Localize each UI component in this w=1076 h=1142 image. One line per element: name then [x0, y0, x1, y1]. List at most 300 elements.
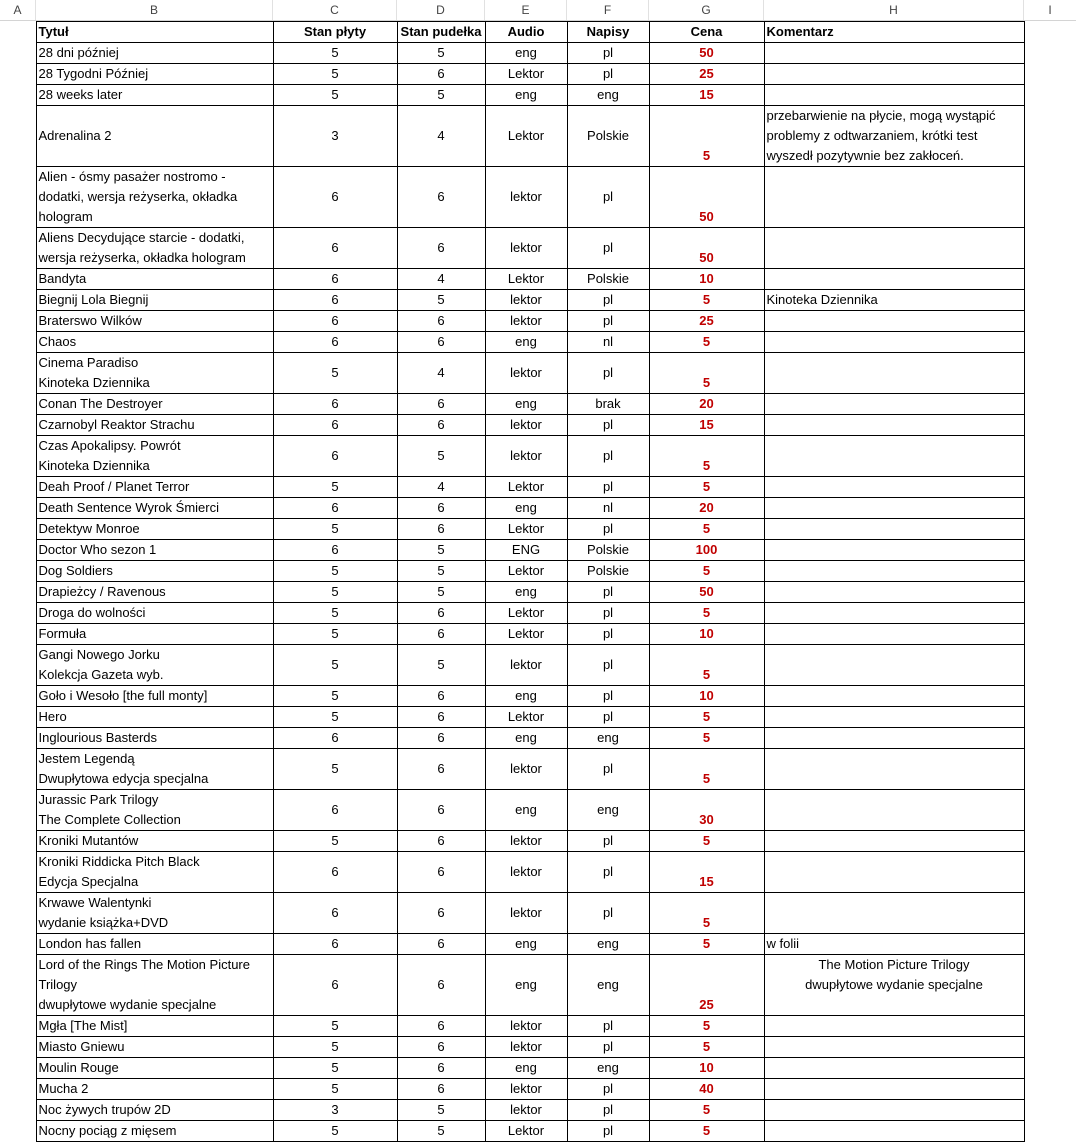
comment-cell[interactable] — [764, 852, 1024, 893]
disc-condition-cell[interactable]: 5 — [273, 1037, 397, 1058]
audio-cell[interactable]: eng — [485, 790, 567, 831]
subtitles-cell[interactable]: pl — [567, 603, 649, 624]
box-condition-cell[interactable]: 5 — [397, 1100, 485, 1121]
cell[interactable] — [0, 85, 36, 106]
cell[interactable] — [0, 1037, 36, 1058]
audio-cell[interactable]: lektor — [485, 353, 567, 394]
audio-cell[interactable]: Lektor — [485, 603, 567, 624]
audio-cell[interactable]: eng — [485, 85, 567, 106]
column-header-d[interactable]: D — [397, 0, 485, 20]
cell[interactable] — [0, 394, 36, 415]
subtitles-cell[interactable]: eng — [567, 955, 649, 1016]
audio-cell[interactable]: lektor — [485, 893, 567, 934]
price-cell[interactable]: 10 — [649, 269, 764, 290]
audio-cell[interactable]: eng — [485, 955, 567, 1016]
subtitles-cell[interactable]: pl — [567, 167, 649, 228]
cell[interactable] — [0, 1016, 36, 1037]
cell[interactable] — [1024, 477, 1076, 498]
audio-cell[interactable]: eng — [485, 1058, 567, 1079]
title-cell[interactable]: Aliens Decydujące starcie - dodatki, wersja reżyserka, okładka hologram — [36, 228, 273, 269]
cell[interactable] — [1024, 394, 1076, 415]
title-cell[interactable]: Czarnobyl Reaktor Strachu — [36, 415, 273, 436]
cell[interactable] — [1024, 1079, 1076, 1100]
disc-condition-cell[interactable]: 6 — [273, 540, 397, 561]
cell[interactable] — [1024, 707, 1076, 728]
cell[interactable] — [0, 1121, 36, 1142]
cell[interactable] — [1024, 540, 1076, 561]
comment-cell[interactable] — [764, 1121, 1024, 1142]
subtitles-cell[interactable]: nl — [567, 332, 649, 353]
column-header-f[interactable]: F — [567, 0, 649, 20]
title-cell[interactable]: Alien - ósmy pasażer nostromo - dodatki, wersja reżyserka, okładka hologram — [36, 167, 273, 228]
subtitles-cell[interactable]: pl — [567, 43, 649, 64]
comment-cell[interactable] — [764, 436, 1024, 477]
price-cell[interactable]: 10 — [649, 686, 764, 707]
price-cell[interactable]: 5 — [649, 106, 764, 167]
cell[interactable] — [0, 540, 36, 561]
cell[interactable] — [0, 436, 36, 477]
title-cell[interactable]: London has fallen — [36, 934, 273, 955]
comment-cell[interactable] — [764, 1100, 1024, 1121]
audio-cell[interactable]: lektor — [485, 1100, 567, 1121]
price-cell[interactable]: 100 — [649, 540, 764, 561]
header-audio-cell[interactable]: Audio — [485, 22, 567, 43]
price-cell[interactable]: 5 — [649, 1121, 764, 1142]
box-condition-cell[interactable]: 6 — [397, 1037, 485, 1058]
audio-cell[interactable]: lektor — [485, 1037, 567, 1058]
subtitles-cell[interactable]: pl — [567, 831, 649, 852]
price-cell[interactable]: 10 — [649, 1058, 764, 1079]
box-condition-cell[interactable]: 6 — [397, 1016, 485, 1037]
cell[interactable] — [0, 228, 36, 269]
cell[interactable] — [0, 686, 36, 707]
cell[interactable] — [1024, 624, 1076, 645]
disc-condition-cell[interactable]: 5 — [273, 353, 397, 394]
subtitles-cell[interactable]: Polskie — [567, 106, 649, 167]
subtitles-cell[interactable]: eng — [567, 728, 649, 749]
disc-condition-cell[interactable]: 5 — [273, 477, 397, 498]
comment-cell[interactable] — [764, 85, 1024, 106]
title-cell[interactable]: 28 dni później — [36, 43, 273, 64]
comment-cell[interactable] — [764, 498, 1024, 519]
price-cell[interactable]: 5 — [649, 893, 764, 934]
title-cell[interactable]: Jestem Legendą Dwupłytowa edycja specjalna — [36, 749, 273, 790]
cell[interactable] — [1024, 269, 1076, 290]
comment-cell[interactable] — [764, 332, 1024, 353]
comment-cell[interactable] — [764, 353, 1024, 394]
comment-cell[interactable] — [764, 645, 1024, 686]
audio-cell[interactable]: Lektor — [485, 106, 567, 167]
disc-condition-cell[interactable]: 6 — [273, 167, 397, 228]
title-cell[interactable]: Mucha 2 — [36, 1079, 273, 1100]
price-cell[interactable]: 5 — [649, 519, 764, 540]
box-condition-cell[interactable]: 6 — [397, 498, 485, 519]
cell[interactable] — [0, 1058, 36, 1079]
subtitles-cell[interactable]: pl — [567, 311, 649, 332]
audio-cell[interactable]: Lektor — [485, 269, 567, 290]
cell[interactable] — [0, 353, 36, 394]
cell[interactable] — [0, 707, 36, 728]
cell[interactable] — [1024, 290, 1076, 311]
title-cell[interactable]: Adrenalina 2 — [36, 106, 273, 167]
subtitles-cell[interactable]: pl — [567, 1121, 649, 1142]
price-cell[interactable]: 20 — [649, 498, 764, 519]
cell[interactable] — [0, 603, 36, 624]
cell[interactable] — [1024, 436, 1076, 477]
comment-cell[interactable] — [764, 228, 1024, 269]
disc-condition-cell[interactable]: 5 — [273, 624, 397, 645]
audio-cell[interactable]: Lektor — [485, 477, 567, 498]
box-condition-cell[interactable]: 6 — [397, 749, 485, 790]
box-condition-cell[interactable]: 5 — [397, 582, 485, 603]
subtitles-cell[interactable]: brak — [567, 394, 649, 415]
cell[interactable] — [0, 934, 36, 955]
disc-condition-cell[interactable]: 5 — [273, 85, 397, 106]
cell[interactable] — [1024, 22, 1076, 43]
comment-cell[interactable] — [764, 707, 1024, 728]
disc-condition-cell[interactable]: 6 — [273, 852, 397, 893]
cell[interactable] — [1024, 686, 1076, 707]
cell[interactable] — [0, 645, 36, 686]
column-header-h[interactable]: H — [764, 0, 1024, 20]
audio-cell[interactable]: eng — [485, 43, 567, 64]
title-cell[interactable]: Bandyta — [36, 269, 273, 290]
audio-cell[interactable]: eng — [485, 728, 567, 749]
cell[interactable] — [0, 332, 36, 353]
cell[interactable] — [1024, 645, 1076, 686]
title-cell[interactable]: Czas Apokalipsy. Powrót Kinoteka Dziennika — [36, 436, 273, 477]
cell[interactable] — [1024, 415, 1076, 436]
disc-condition-cell[interactable]: 6 — [273, 934, 397, 955]
comment-cell[interactable] — [764, 415, 1024, 436]
cell[interactable] — [1024, 167, 1076, 228]
cell[interactable] — [1024, 561, 1076, 582]
comment-cell[interactable] — [764, 893, 1024, 934]
box-condition-cell[interactable]: 6 — [397, 728, 485, 749]
cell[interactable] — [0, 106, 36, 167]
comment-cell[interactable] — [764, 1058, 1024, 1079]
cell[interactable] — [0, 790, 36, 831]
subtitles-cell[interactable]: eng — [567, 934, 649, 955]
disc-condition-cell[interactable]: 3 — [273, 106, 397, 167]
comment-cell[interactable] — [764, 624, 1024, 645]
title-cell[interactable]: 28 Tygodni Później — [36, 64, 273, 85]
disc-condition-cell[interactable]: 5 — [273, 686, 397, 707]
comment-cell[interactable] — [764, 790, 1024, 831]
audio-cell[interactable]: lektor — [485, 228, 567, 269]
header-subs-cell[interactable]: Napisy — [567, 22, 649, 43]
box-condition-cell[interactable]: 5 — [397, 1121, 485, 1142]
title-cell[interactable]: Drapieżcy / Ravenous — [36, 582, 273, 603]
box-condition-cell[interactable]: 6 — [397, 519, 485, 540]
disc-condition-cell[interactable]: 5 — [273, 561, 397, 582]
cell[interactable] — [1024, 43, 1076, 64]
cell[interactable] — [1024, 353, 1076, 394]
comment-cell[interactable] — [764, 477, 1024, 498]
price-cell[interactable]: 5 — [649, 831, 764, 852]
cell[interactable] — [0, 1079, 36, 1100]
price-cell[interactable]: 5 — [649, 934, 764, 955]
title-cell[interactable]: Inglourious Basterds — [36, 728, 273, 749]
comment-cell[interactable] — [764, 167, 1024, 228]
price-cell[interactable]: 5 — [649, 1016, 764, 1037]
cell[interactable] — [0, 477, 36, 498]
cell[interactable] — [0, 415, 36, 436]
title-cell[interactable]: Braterswo Wilków — [36, 311, 273, 332]
audio-cell[interactable]: lektor — [485, 831, 567, 852]
disc-condition-cell[interactable]: 5 — [273, 1016, 397, 1037]
title-cell[interactable]: Miasto Gniewu — [36, 1037, 273, 1058]
column-header-b[interactable]: B — [36, 0, 273, 20]
audio-cell[interactable]: lektor — [485, 167, 567, 228]
comment-cell[interactable] — [764, 311, 1024, 332]
title-cell[interactable]: Dog Soldiers — [36, 561, 273, 582]
disc-condition-cell[interactable]: 5 — [273, 1079, 397, 1100]
subtitles-cell[interactable]: pl — [567, 477, 649, 498]
disc-condition-cell[interactable]: 3 — [273, 1100, 397, 1121]
disc-condition-cell[interactable]: 5 — [273, 43, 397, 64]
box-condition-cell[interactable]: 6 — [397, 852, 485, 893]
comment-cell[interactable] — [764, 1079, 1024, 1100]
subtitles-cell[interactable]: pl — [567, 1037, 649, 1058]
title-cell[interactable]: Lord of the Rings The Motion Picture Trilogy dwupłytowe wydanie specjalne — [36, 955, 273, 1016]
audio-cell[interactable]: lektor — [485, 290, 567, 311]
cell[interactable] — [0, 582, 36, 603]
price-cell[interactable]: 5 — [649, 436, 764, 477]
box-condition-cell[interactable]: 6 — [397, 603, 485, 624]
audio-cell[interactable]: eng — [485, 394, 567, 415]
price-cell[interactable]: 50 — [649, 167, 764, 228]
price-cell[interactable]: 15 — [649, 852, 764, 893]
price-cell[interactable]: 50 — [649, 43, 764, 64]
subtitles-cell[interactable]: Polskie — [567, 561, 649, 582]
header-comment-cell[interactable]: Komentarz — [764, 22, 1024, 43]
title-cell[interactable]: Noc żywych trupów 2D — [36, 1100, 273, 1121]
cell[interactable] — [0, 561, 36, 582]
box-condition-cell[interactable]: 6 — [397, 955, 485, 1016]
price-cell[interactable]: 5 — [649, 603, 764, 624]
cell[interactable] — [0, 311, 36, 332]
title-cell[interactable]: Goło i Wesoło [the full monty] — [36, 686, 273, 707]
disc-condition-cell[interactable]: 6 — [273, 269, 397, 290]
audio-cell[interactable]: Lektor — [485, 624, 567, 645]
comment-cell[interactable] — [764, 728, 1024, 749]
comment-cell[interactable] — [764, 831, 1024, 852]
cell[interactable] — [0, 64, 36, 85]
disc-condition-cell[interactable]: 6 — [273, 394, 397, 415]
column-header-i[interactable]: I — [1048, 3, 1052, 17]
price-cell[interactable]: 5 — [649, 1037, 764, 1058]
subtitles-cell[interactable]: pl — [567, 436, 649, 477]
comment-cell[interactable] — [764, 561, 1024, 582]
subtitles-cell[interactable]: pl — [567, 582, 649, 603]
subtitles-cell[interactable]: eng — [567, 790, 649, 831]
title-cell[interactable]: Moulin Rouge — [36, 1058, 273, 1079]
audio-cell[interactable]: Lektor — [485, 519, 567, 540]
box-condition-cell[interactable]: 6 — [397, 64, 485, 85]
subtitles-cell[interactable]: pl — [567, 353, 649, 394]
disc-condition-cell[interactable]: 6 — [273, 436, 397, 477]
disc-condition-cell[interactable]: 5 — [273, 519, 397, 540]
cell[interactable] — [0, 290, 36, 311]
cell[interactable] — [1024, 85, 1076, 106]
title-cell[interactable]: Formuła — [36, 624, 273, 645]
box-condition-cell[interactable]: 6 — [397, 934, 485, 955]
title-cell[interactable]: Detektyw Monroe — [36, 519, 273, 540]
subtitles-cell[interactable]: pl — [567, 290, 649, 311]
title-cell[interactable]: Doctor Who sezon 1 — [36, 540, 273, 561]
subtitles-cell[interactable]: eng — [567, 1058, 649, 1079]
price-cell[interactable]: 50 — [649, 228, 764, 269]
disc-condition-cell[interactable]: 6 — [273, 790, 397, 831]
comment-cell[interactable] — [764, 1037, 1024, 1058]
cell[interactable] — [1024, 311, 1076, 332]
title-cell[interactable]: Biegnij Lola Biegnij — [36, 290, 273, 311]
box-condition-cell[interactable]: 5 — [397, 436, 485, 477]
title-cell[interactable]: Gangi Nowego Jorku Kolekcja Gazeta wyb. — [36, 645, 273, 686]
cell[interactable] — [1024, 228, 1076, 269]
audio-cell[interactable]: lektor — [485, 852, 567, 893]
subtitles-cell[interactable]: pl — [567, 645, 649, 686]
subtitles-cell[interactable]: pl — [567, 1100, 649, 1121]
disc-condition-cell[interactable]: 6 — [273, 415, 397, 436]
subtitles-cell[interactable]: pl — [567, 1016, 649, 1037]
title-cell[interactable]: Kroniki Riddicka Pitch Black Edycja Specjalna — [36, 852, 273, 893]
comment-cell[interactable] — [764, 43, 1024, 64]
audio-cell[interactable]: ENG — [485, 540, 567, 561]
cell[interactable] — [1024, 852, 1076, 893]
box-condition-cell[interactable]: 6 — [397, 686, 485, 707]
title-cell[interactable]: Krwawe Walentynki wydanie książka+DVD — [36, 893, 273, 934]
price-cell[interactable]: 10 — [649, 624, 764, 645]
price-cell[interactable]: 5 — [649, 645, 764, 686]
disc-condition-cell[interactable]: 6 — [273, 311, 397, 332]
box-condition-cell[interactable]: 6 — [397, 831, 485, 852]
subtitles-cell[interactable]: pl — [567, 228, 649, 269]
subtitles-cell[interactable]: eng — [567, 85, 649, 106]
cell[interactable] — [1024, 603, 1076, 624]
cell[interactable] — [1024, 106, 1076, 167]
column-header-a[interactable]: A — [0, 0, 36, 20]
box-condition-cell[interactable]: 6 — [397, 624, 485, 645]
box-condition-cell[interactable]: 6 — [397, 893, 485, 934]
box-condition-cell[interactable]: 6 — [397, 707, 485, 728]
cell[interactable] — [0, 749, 36, 790]
cell[interactable] — [1024, 519, 1076, 540]
subtitles-cell[interactable]: pl — [567, 686, 649, 707]
comment-cell[interactable] — [764, 582, 1024, 603]
disc-condition-cell[interactable]: 5 — [273, 831, 397, 852]
disc-condition-cell[interactable]: 5 — [273, 64, 397, 85]
comment-cell[interactable] — [764, 519, 1024, 540]
price-cell[interactable]: 25 — [649, 311, 764, 332]
title-cell[interactable]: 28 weeks later — [36, 85, 273, 106]
cell[interactable] — [1024, 728, 1076, 749]
title-cell[interactable]: Droga do wolności — [36, 603, 273, 624]
comment-cell[interactable] — [764, 1016, 1024, 1037]
audio-cell[interactable]: lektor — [485, 1079, 567, 1100]
box-condition-cell[interactable]: 6 — [397, 311, 485, 332]
price-cell[interactable]: 15 — [649, 85, 764, 106]
comment-cell[interactable] — [764, 394, 1024, 415]
disc-condition-cell[interactable]: 5 — [273, 582, 397, 603]
subtitles-cell[interactable]: pl — [567, 749, 649, 790]
disc-condition-cell[interactable]: 5 — [273, 1121, 397, 1142]
title-cell[interactable]: Conan The Destroyer — [36, 394, 273, 415]
price-cell[interactable]: 50 — [649, 582, 764, 603]
price-cell[interactable]: 5 — [649, 749, 764, 790]
cell[interactable] — [1024, 893, 1076, 934]
title-cell[interactable]: Chaos — [36, 332, 273, 353]
subtitles-cell[interactable]: pl — [567, 707, 649, 728]
cell[interactable] — [0, 43, 36, 64]
disc-condition-cell[interactable]: 6 — [273, 290, 397, 311]
cell[interactable] — [1024, 934, 1076, 955]
box-condition-cell[interactable]: 5 — [397, 43, 485, 64]
cell[interactable] — [0, 893, 36, 934]
cell[interactable] — [0, 955, 36, 1016]
subtitles-cell[interactable]: pl — [567, 519, 649, 540]
subtitles-cell[interactable]: pl — [567, 1079, 649, 1100]
comment-cell[interactable] — [764, 603, 1024, 624]
disc-condition-cell[interactable]: 6 — [273, 955, 397, 1016]
comment-cell[interactable] — [764, 269, 1024, 290]
price-cell[interactable]: 40 — [649, 1079, 764, 1100]
audio-cell[interactable]: Lektor — [485, 1121, 567, 1142]
cell[interactable] — [0, 22, 36, 43]
box-condition-cell[interactable]: 4 — [397, 269, 485, 290]
price-cell[interactable]: 30 — [649, 790, 764, 831]
title-cell[interactable]: Hero — [36, 707, 273, 728]
cell[interactable] — [1024, 790, 1076, 831]
comment-cell[interactable]: w folii — [764, 934, 1024, 955]
box-condition-cell[interactable]: 6 — [397, 1079, 485, 1100]
cell[interactable] — [0, 498, 36, 519]
cell[interactable] — [0, 624, 36, 645]
subtitles-cell[interactable]: pl — [567, 852, 649, 893]
title-cell[interactable]: Mgła [The Mist] — [36, 1016, 273, 1037]
comment-cell[interactable] — [764, 540, 1024, 561]
title-cell[interactable]: Kroniki Mutantów — [36, 831, 273, 852]
audio-cell[interactable]: lektor — [485, 415, 567, 436]
subtitles-cell[interactable]: pl — [567, 415, 649, 436]
title-cell[interactable]: Deah Proof / Planet Terror — [36, 477, 273, 498]
header-title-cell[interactable]: Tytuł — [36, 22, 273, 43]
column-header-c[interactable]: C — [273, 0, 397, 20]
cell[interactable] — [1024, 498, 1076, 519]
box-condition-cell[interactable]: 4 — [397, 477, 485, 498]
box-condition-cell[interactable]: 5 — [397, 645, 485, 686]
box-condition-cell[interactable]: 5 — [397, 85, 485, 106]
cell[interactable] — [1024, 749, 1076, 790]
cell[interactable] — [1024, 955, 1076, 1016]
column-header-e[interactable]: E — [485, 0, 567, 20]
cell[interactable] — [0, 728, 36, 749]
box-condition-cell[interactable]: 5 — [397, 540, 485, 561]
price-cell[interactable]: 25 — [649, 955, 764, 1016]
cell[interactable] — [1024, 1100, 1076, 1121]
cell[interactable] — [1024, 1121, 1076, 1142]
disc-condition-cell[interactable]: 6 — [273, 893, 397, 934]
audio-cell[interactable]: eng — [485, 582, 567, 603]
comment-cell[interactable]: The Motion Picture Trilogy dwupłytowe wydanie specjalne — [764, 955, 1024, 1016]
audio-cell[interactable]: lektor — [485, 749, 567, 790]
box-condition-cell[interactable]: 5 — [397, 290, 485, 311]
box-condition-cell[interactable]: 4 — [397, 106, 485, 167]
cell[interactable] — [1024, 831, 1076, 852]
audio-cell[interactable]: eng — [485, 498, 567, 519]
price-cell[interactable]: 5 — [649, 332, 764, 353]
